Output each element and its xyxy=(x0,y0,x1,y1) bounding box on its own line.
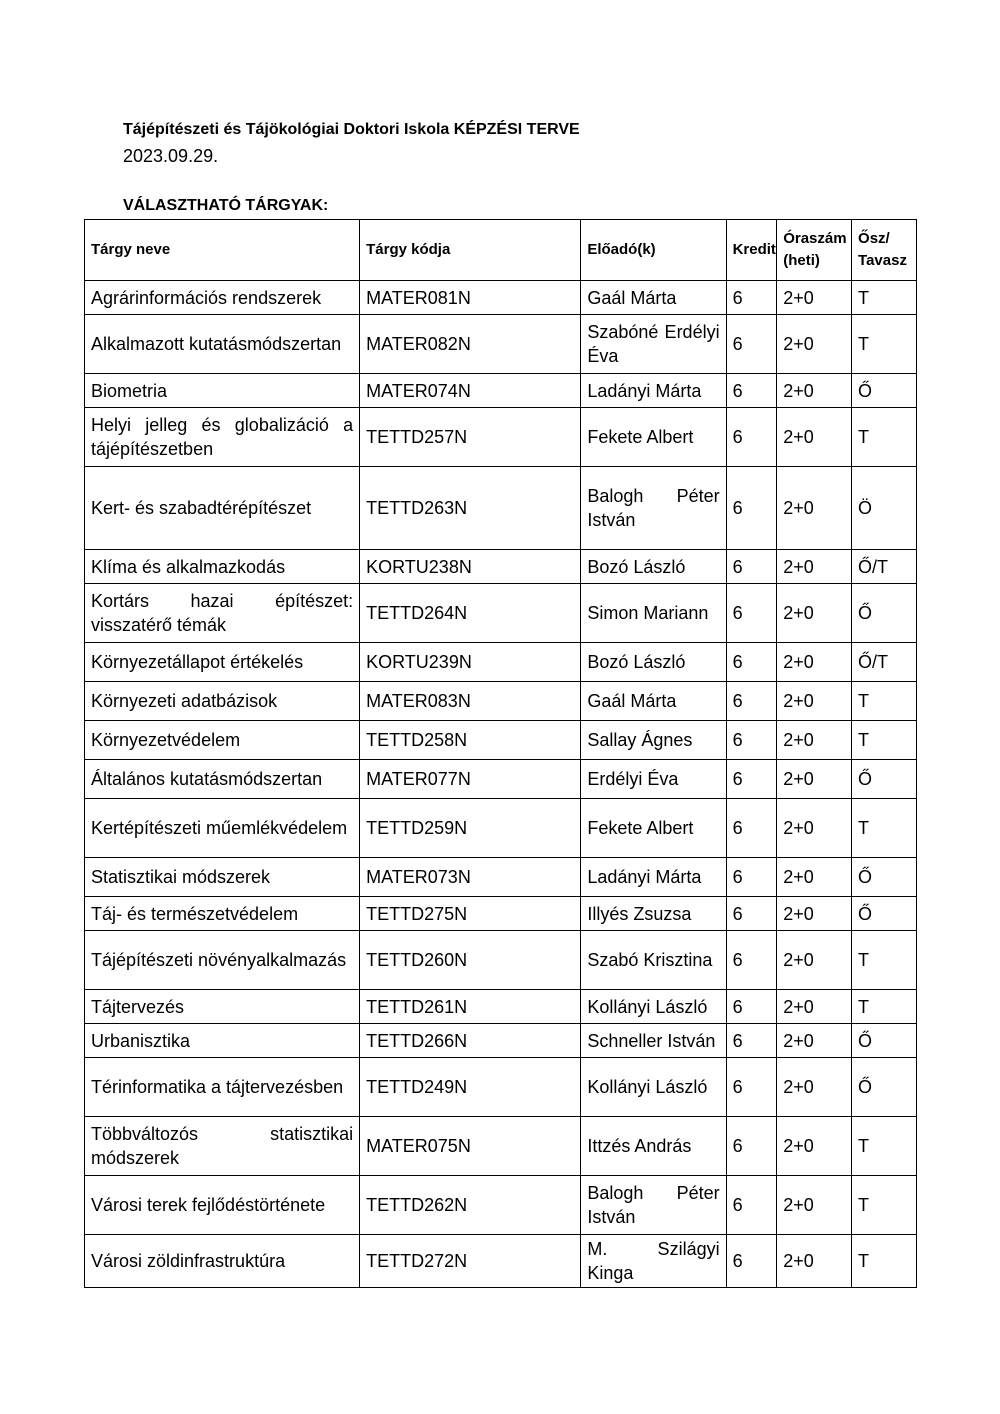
course-name-cell: Urbanisztika xyxy=(85,1024,360,1058)
lecturer-cell: Gaál Márta xyxy=(581,682,726,721)
table-row xyxy=(85,799,917,858)
credit-cell: 6 xyxy=(726,467,777,550)
course-name-cell: Térinformatika a tájtervezésben xyxy=(85,1058,360,1117)
course-code-cell: MATER082N xyxy=(360,315,581,374)
term-cell: T xyxy=(852,1235,917,1288)
lecturer-cell: Ittzés András xyxy=(581,1117,726,1176)
table-row xyxy=(85,281,917,315)
lecturer-cell: Kollányi László xyxy=(581,1058,726,1117)
lecturer-cell: Szabóné Erdélyi Éva xyxy=(581,315,726,374)
table-row xyxy=(85,1176,917,1235)
course-name-cell: Környezetvédelem xyxy=(85,721,360,760)
term-cell: T xyxy=(852,1176,917,1235)
term-cell: T xyxy=(852,408,917,467)
term-cell: Ő xyxy=(852,584,917,643)
course-code-cell: MATER075N xyxy=(360,1117,581,1176)
hours-cell: 2+0 xyxy=(777,643,852,682)
table-row xyxy=(85,1117,917,1176)
lecturer-cell: Ladányi Márta xyxy=(581,858,726,897)
course-name-cell: Környezeti adatbázisok xyxy=(85,682,360,721)
course-code-cell: KORTU239N xyxy=(360,643,581,682)
table-row xyxy=(85,858,917,897)
course-code-cell: TETTD258N xyxy=(360,721,581,760)
course-name-cell: Helyi jelleg és globalizáció a tájépítészetben xyxy=(85,408,360,467)
course-code-cell: TETTD264N xyxy=(360,584,581,643)
credit-cell: 6 xyxy=(726,990,777,1024)
hours-cell: 2+0 xyxy=(777,374,852,408)
lecturer-cell: Illyés Zsuzsa xyxy=(581,897,726,931)
term-cell: Ő xyxy=(852,760,917,799)
course-code-cell: MATER077N xyxy=(360,760,581,799)
term-cell: T xyxy=(852,799,917,858)
course-name-cell: Környezetállapot értékelés xyxy=(85,643,360,682)
course-code-cell: TETTD262N xyxy=(360,1176,581,1235)
term-cell: T xyxy=(852,721,917,760)
term-cell: T xyxy=(852,315,917,374)
credit-cell: 6 xyxy=(726,931,777,990)
credit-cell: 6 xyxy=(726,374,777,408)
lecturer-cell: Bozó László xyxy=(581,643,726,682)
course-name-cell: Városi zöldinfrastruktúra xyxy=(85,1235,360,1288)
table-row xyxy=(85,1024,917,1058)
course-name-cell: Kertépítészeti műemlékvédelem xyxy=(85,799,360,858)
lecturer-cell: Fekete Albert xyxy=(581,799,726,858)
term-cell: Ő xyxy=(852,897,917,931)
credit-cell: 6 xyxy=(726,408,777,467)
section-heading: VÁLASZTHATÓ TÁRGYAK: xyxy=(123,197,329,214)
course-name-cell: Agrárinformációs rendszerek xyxy=(85,281,360,315)
hours-cell: 2+0 xyxy=(777,315,852,374)
hours-cell: 2+0 xyxy=(777,467,852,550)
hours-cell: 2+0 xyxy=(777,858,852,897)
credit-cell: 6 xyxy=(726,281,777,315)
course-name-cell: Tájtervezés xyxy=(85,990,360,1024)
credit-cell: 6 xyxy=(726,1024,777,1058)
credit-cell: 6 xyxy=(726,682,777,721)
credit-cell: 6 xyxy=(726,1176,777,1235)
term-cell: Ő xyxy=(852,374,917,408)
course-code-cell: TETTD259N xyxy=(360,799,581,858)
table-row xyxy=(85,374,917,408)
course-code-cell: TETTD257N xyxy=(360,408,581,467)
column-header-lecturer: Előadó(k) xyxy=(581,220,726,281)
lecturer-cell: Balogh Péter István xyxy=(581,467,726,550)
term-cell: T xyxy=(852,682,917,721)
lecturer-cell: Erdélyi Éva xyxy=(581,760,726,799)
course-name-cell: Tájépítészeti növényalkalmazás xyxy=(85,931,360,990)
course-code-cell: TETTD263N xyxy=(360,467,581,550)
lecturer-cell: Gaál Márta xyxy=(581,281,726,315)
credit-cell: 6 xyxy=(726,858,777,897)
term-cell: T xyxy=(852,281,917,315)
document-title: Tájépítészeti és Tájökológiai Doktori Iskola KÉPZÉSI TERVE xyxy=(123,121,580,138)
course-name-cell: Városi terek fejlődéstörténete xyxy=(85,1176,360,1235)
hours-cell: 2+0 xyxy=(777,550,852,584)
hours-cell: 2+0 xyxy=(777,1117,852,1176)
term-cell: T xyxy=(852,1117,917,1176)
hours-cell: 2+0 xyxy=(777,1024,852,1058)
course-code-cell: TETTD261N xyxy=(360,990,581,1024)
course-name-cell: Kert- és szabadtérépítészet xyxy=(85,467,360,550)
course-code-cell: MATER081N xyxy=(360,281,581,315)
term-cell: Ő xyxy=(852,1024,917,1058)
lecturer-cell: Schneller István xyxy=(581,1024,726,1058)
course-name-cell: Általános kutatásmódszertan xyxy=(85,760,360,799)
course-name-cell: Klíma és alkalmazkodás xyxy=(85,550,360,584)
credit-cell: 6 xyxy=(726,721,777,760)
credit-cell: 6 xyxy=(726,315,777,374)
term-cell: T xyxy=(852,990,917,1024)
table-header-row xyxy=(85,220,917,281)
course-code-cell: MATER083N xyxy=(360,682,581,721)
course-name-cell: Biometria xyxy=(85,374,360,408)
table-row xyxy=(85,584,917,643)
column-header-hours: Óraszám (heti) xyxy=(777,220,852,281)
table-row xyxy=(85,682,917,721)
hours-cell: 2+0 xyxy=(777,897,852,931)
column-header-term: Ősz/ Tavasz xyxy=(852,220,917,281)
table-row xyxy=(85,1235,917,1288)
table-row xyxy=(85,897,917,931)
course-name-cell: Statisztikai módszerek xyxy=(85,858,360,897)
course-code-cell: KORTU238N xyxy=(360,550,581,584)
table-row xyxy=(85,990,917,1024)
hours-cell: 2+0 xyxy=(777,799,852,858)
term-cell: Ő/T xyxy=(852,550,917,584)
term-cell: Ő xyxy=(852,858,917,897)
hours-cell: 2+0 xyxy=(777,990,852,1024)
hours-cell: 2+0 xyxy=(777,281,852,315)
term-cell: Ő xyxy=(852,1058,917,1117)
credit-cell: 6 xyxy=(726,760,777,799)
hours-cell: 2+0 xyxy=(777,1176,852,1235)
lecturer-cell: M. Szilágyi Kinga xyxy=(581,1235,726,1288)
hours-cell: 2+0 xyxy=(777,931,852,990)
course-code-cell: MATER073N xyxy=(360,858,581,897)
hours-cell: 2+0 xyxy=(777,682,852,721)
lecturer-cell: Kollányi László xyxy=(581,990,726,1024)
course-code-cell: TETTD249N xyxy=(360,1058,581,1117)
column-header-credit: Kredit xyxy=(726,220,777,281)
table-row xyxy=(85,408,917,467)
credit-cell: 6 xyxy=(726,550,777,584)
course-name-cell: Alkalmazott kutatásmódszertan xyxy=(85,315,360,374)
course-name-cell: Kortárs hazai építészet: visszatérő témák xyxy=(85,584,360,643)
credit-cell: 6 xyxy=(726,1117,777,1176)
course-code-cell: TETTD266N xyxy=(360,1024,581,1058)
table-row xyxy=(85,721,917,760)
course-code-cell: TETTD260N xyxy=(360,931,581,990)
elective-courses-table xyxy=(84,219,917,1288)
table-row xyxy=(85,467,917,550)
lecturer-cell: Sallay Ágnes xyxy=(581,721,726,760)
hours-cell: 2+0 xyxy=(777,760,852,799)
course-code-cell: MATER074N xyxy=(360,374,581,408)
table-row xyxy=(85,643,917,682)
table-row xyxy=(85,315,917,374)
hours-cell: 2+0 xyxy=(777,721,852,760)
table-row xyxy=(85,1058,917,1117)
hours-cell: 2+0 xyxy=(777,1058,852,1117)
credit-cell: 6 xyxy=(726,799,777,858)
course-name-cell: Többváltozós statisztikai módszerek xyxy=(85,1117,360,1176)
credit-cell: 6 xyxy=(726,1235,777,1288)
course-code-cell: TETTD275N xyxy=(360,897,581,931)
lecturer-cell: Fekete Albert xyxy=(581,408,726,467)
table-row xyxy=(85,550,917,584)
hours-cell: 2+0 xyxy=(777,1235,852,1288)
lecturer-cell: Bozó László xyxy=(581,550,726,584)
credit-cell: 6 xyxy=(726,897,777,931)
credit-cell: 6 xyxy=(726,643,777,682)
document-date: 2023.09.29. xyxy=(123,146,219,166)
term-cell: T xyxy=(852,931,917,990)
credit-cell: 6 xyxy=(726,584,777,643)
term-cell: Ö xyxy=(852,467,917,550)
column-header-name: Tárgy neve xyxy=(85,220,360,281)
lecturer-cell: Simon Mariann xyxy=(581,584,726,643)
column-header-code: Tárgy kódja xyxy=(360,220,581,281)
hours-cell: 2+0 xyxy=(777,408,852,467)
credit-cell: 6 xyxy=(726,1058,777,1117)
course-name-cell: Táj- és természetvédelem xyxy=(85,897,360,931)
table-row xyxy=(85,760,917,799)
hours-cell: 2+0 xyxy=(777,584,852,643)
term-cell: Ő/T xyxy=(852,643,917,682)
table-row xyxy=(85,931,917,990)
lecturer-cell: Szabó Krisztina xyxy=(581,931,726,990)
lecturer-cell: Ladányi Márta xyxy=(581,374,726,408)
lecturer-cell: Balogh Péter István xyxy=(581,1176,726,1235)
course-code-cell: TETTD272N xyxy=(360,1235,581,1288)
